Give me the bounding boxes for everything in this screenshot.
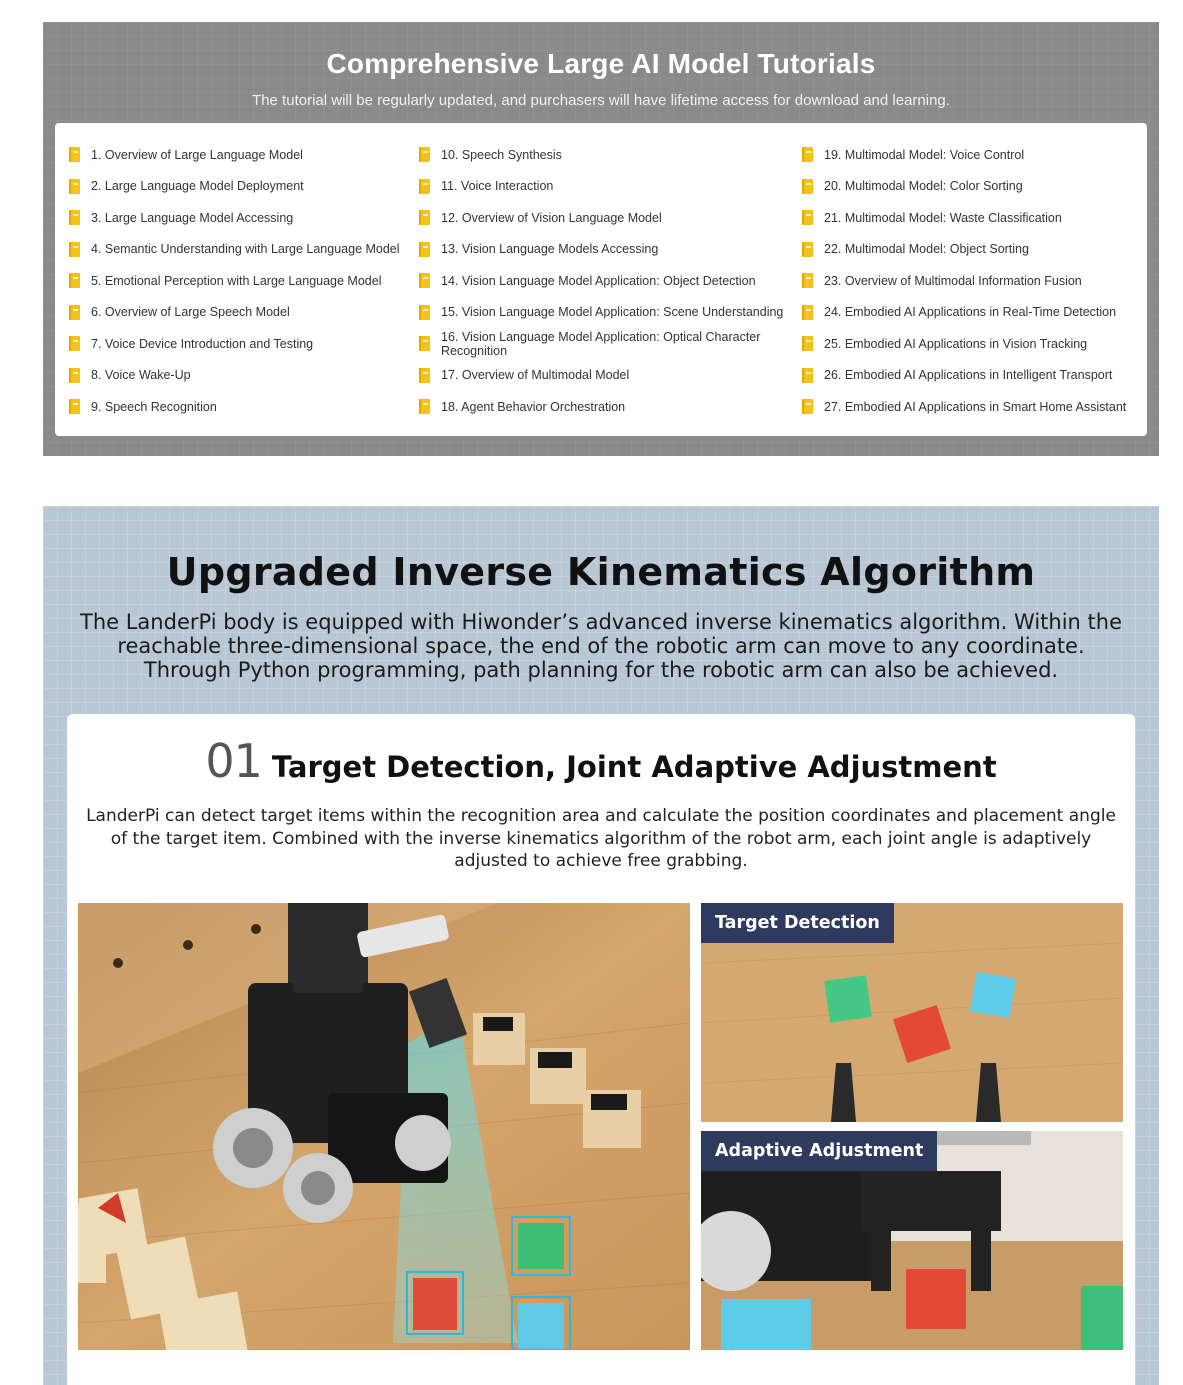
tutorial-item: [802, 360, 1142, 392]
tutorial-item: [802, 297, 1142, 329]
tutorial-item-label: 15. Vision Language Model Application: Scene Understanding: [441, 305, 784, 320]
tutorial-item: [419, 171, 799, 203]
tutorials-section: [43, 22, 1159, 456]
tutorial-item: [419, 391, 799, 423]
tutorial-item-label: 22. Multimodal Model: Object Sorting: [824, 242, 1029, 257]
book-icon: [802, 210, 813, 225]
tutorial-item: [69, 328, 409, 360]
ik-section: [43, 506, 1159, 1385]
tutorial-item-label: 2. Large Language Model Deployment: [91, 179, 304, 194]
tutorial-item: [69, 202, 409, 234]
adaptive-adjustment-photo: [701, 1131, 1123, 1350]
book-icon: [802, 368, 813, 383]
tutorial-item: [419, 265, 799, 297]
tutorial-item: [69, 297, 409, 329]
target-detection-photo: [701, 903, 1123, 1122]
tutorial-item: [69, 391, 409, 423]
book-icon: [802, 179, 813, 194]
tutorial-item-label: 25. Embodied AI Applications in Vision Tracking: [824, 336, 1088, 351]
book-icon: [69, 368, 80, 383]
tutorial-item-label: 9. Speech Recognition: [91, 399, 217, 414]
book-icon: [802, 399, 813, 414]
tutorial-item-label: 26. Embodied AI Applications in Intelligent Transport: [824, 368, 1113, 383]
book-icon: [419, 273, 430, 288]
tutorial-item: [802, 139, 1142, 171]
tutorial-item-label: 12. Overview of Vision Language Model: [441, 210, 662, 225]
tutorial-item-label: 7. Voice Device Introduction and Testing: [91, 336, 314, 351]
book-icon: [419, 242, 430, 257]
ik-description: The LanderPi body is equipped with Hiwonder’s advanced inverse kinematics algorithm. Within the reachable three-dimensional space, the end of the robotic arm can move to any coordinate. Through Python programming, path planning for the robotic arm can also be achieved.: [80, 610, 1122, 682]
tutorial-item: [802, 391, 1142, 423]
book-icon: [419, 179, 430, 194]
tutorial-item: [419, 202, 799, 234]
book-icon: [69, 305, 80, 320]
target-detection-label: Target Detection: [701, 903, 894, 943]
tutorial-item-label: 16. Vision Language Model Application: Optical Character Recognition: [441, 329, 761, 358]
tutorial-item-label: 5. Emotional Perception with Large Language Model: [91, 273, 382, 288]
robot-arm-illustration: [78, 903, 690, 1350]
tutorial-item: [69, 139, 409, 171]
book-icon: [419, 147, 430, 162]
book-icon: [69, 336, 80, 351]
book-icon: [69, 273, 80, 288]
tutorial-item-label: 3. Large Language Model Accessing: [91, 210, 294, 225]
tutorial-item: [419, 297, 799, 329]
ik-title: Upgraded Inverse Kinematics Algorithm: [166, 550, 1036, 594]
tutorial-item: [419, 139, 799, 171]
tutorial-item-label: 19. Multimodal Model: Voice Control: [824, 147, 1025, 162]
tutorial-item-label: 4. Semantic Understanding with Large Language Model: [91, 242, 400, 257]
tutorial-item-label: 1. Overview of Large Language Model: [91, 147, 303, 162]
tutorials-column-2: [419, 139, 799, 423]
tutorial-item-label: 8. Voice Wake-Up: [91, 368, 191, 383]
book-icon: [802, 273, 813, 288]
tutorial-item: [419, 360, 799, 392]
feature-title: Target Detection, Joint Adaptive Adjustment: [271, 750, 997, 784]
tutorials-title: Comprehensive Large AI Model Tutorials: [326, 48, 876, 79]
book-icon: [69, 210, 80, 225]
feature-heading: [67, 734, 1135, 788]
book-icon: [69, 242, 80, 257]
book-icon: [69, 179, 80, 194]
tutorial-item-label: 23. Overview of Multimodal Information Fusion: [824, 273, 1082, 288]
tutorial-item-label: 6. Overview of Large Speech Model: [91, 305, 290, 320]
tutorials-subtitle: The tutorial will be regularly updated, and purchasers will have lifetime access for download and learning.: [252, 92, 950, 109]
tutorial-item-label: 11. Voice Interaction: [441, 179, 554, 194]
robot-arm-photo: [78, 903, 690, 1350]
tutorials-column-3: [802, 139, 1142, 423]
tutorial-item-label: 18. Agent Behavior Orchestration: [441, 399, 626, 414]
book-icon: [802, 242, 813, 257]
tutorial-item-label: 21. Multimodal Model: Waste Classification: [824, 210, 1062, 225]
tutorials-column-1: [69, 139, 409, 423]
book-icon: [419, 368, 430, 383]
tutorial-item-label: 14. Vision Language Model Application: Object Detection: [441, 273, 756, 288]
tutorial-item: [69, 234, 409, 266]
tutorial-item: [802, 171, 1142, 203]
tutorial-item: [69, 265, 409, 297]
book-icon: [802, 336, 813, 351]
book-icon: [802, 147, 813, 162]
tutorial-item-label: 10. Speech Synthesis: [441, 147, 562, 162]
tutorial-item-label: 20. Multimodal Model: Color Sorting: [824, 179, 1023, 194]
feature-number: 01: [205, 734, 262, 788]
book-icon: [69, 399, 80, 414]
tutorial-item-label: 24. Embodied AI Applications in Real-Time Detection: [824, 305, 1117, 320]
book-icon: [419, 305, 430, 320]
feature-card: [67, 714, 1135, 1385]
book-icon: [69, 147, 80, 162]
tutorial-item: [69, 171, 409, 203]
tutorials-list-card: [55, 123, 1147, 436]
book-icon: [419, 336, 430, 351]
tutorial-item: [802, 234, 1142, 266]
feature-description: LanderPi can detect target items within the recognition area and calculate the position coordinates and placement angle of the target item. Combined with the inverse kinematics algorithm of the robot arm, each joint angle is adaptively adjusted to achieve free grabbing.: [86, 806, 1116, 871]
tutorial-item: [802, 202, 1142, 234]
tutorial-item: [419, 234, 799, 266]
book-icon: [419, 210, 430, 225]
tutorial-item-label: 13. Vision Language Models Accessing: [441, 242, 659, 257]
book-icon: [419, 399, 430, 414]
tutorial-item: [419, 328, 799, 360]
tutorial-item: [69, 360, 409, 392]
tutorial-item-label: 17. Overview of Multimodal Model: [441, 368, 630, 383]
adaptive-adjustment-label: Adaptive Adjustment: [701, 1131, 937, 1171]
tutorial-item-label: 27. Embodied AI Applications in Smart Home Assistant: [824, 399, 1127, 414]
book-icon: [802, 305, 813, 320]
tutorial-item: [802, 328, 1142, 360]
tutorial-item: [802, 265, 1142, 297]
